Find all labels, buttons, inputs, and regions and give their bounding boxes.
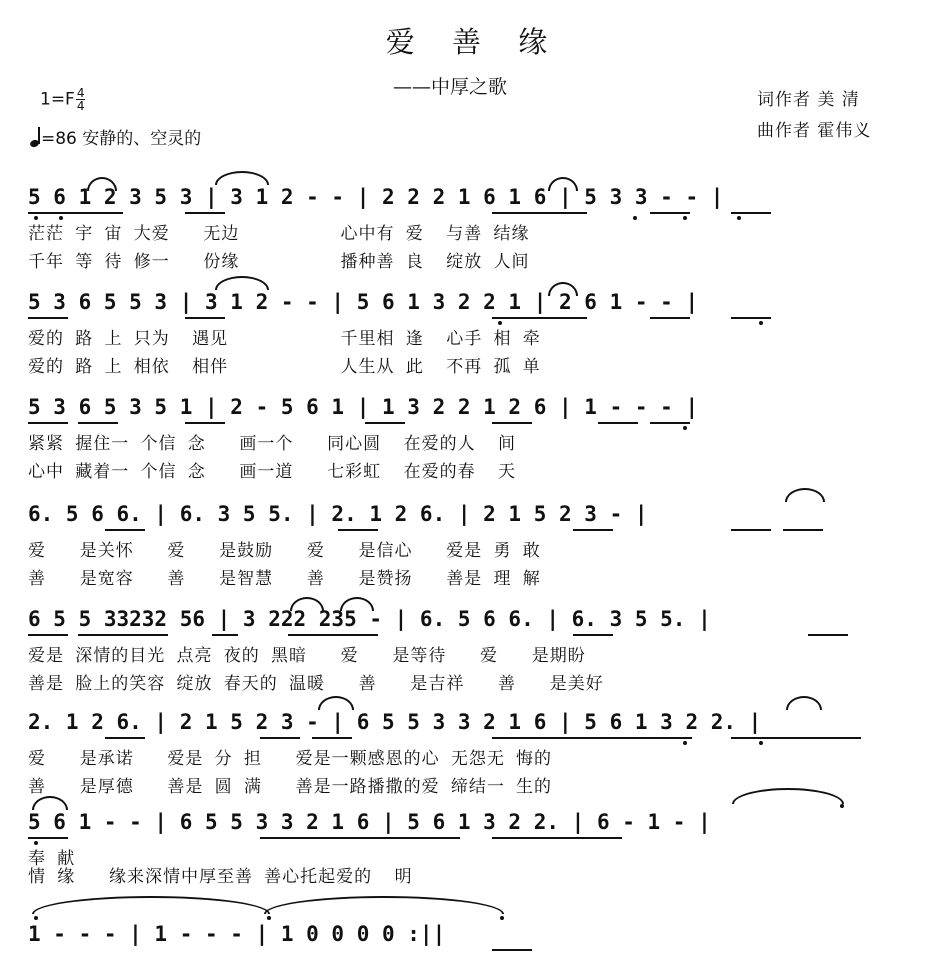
notation-line-8: 1 - - - | 1 - - - | 1 0 0 0 0 :|| <box>28 922 446 946</box>
lyric-verse1-line-1: 茫茫 宇 宙 大爱 无边 心中有 爱 与善 结缘 <box>28 224 530 244</box>
lyricist-credit: 词作者 美 清 <box>757 90 860 110</box>
lyric-verse1-line-7: 奉 献 <box>28 849 76 869</box>
time-denominator: 4 <box>76 99 85 113</box>
key-signature <box>40 87 85 112</box>
tempo-marking <box>29 124 201 149</box>
key-label: 1=F <box>40 89 75 110</box>
notation-line-4: 6. 5 6 6. | 6. 3 5 5. | 2. 1 2 6. | 2 1 5 2 3 - | <box>28 502 648 526</box>
lyric-verse1-line-5: 爱是 深情的目光 点亮 夜的 黑暗 爱 是等待 爱 是期盼 <box>28 646 586 666</box>
lyric-verse2-line-6: 善 是厚德 善是 圆 满 善是一路播撒的爱 缔结一 生的 <box>28 777 553 797</box>
lyric-verse2-line-2: 爱的 路 上 相依 相伴 人生从 此 不再 孤 单 <box>28 357 541 377</box>
lyric-verse2-line-5: 善是 脸上的笑容 绽放 春天的 温暖 善 是吉祥 善 是美好 <box>28 674 604 694</box>
notation-line-6: 2. 1 2 6. | 2 1 5 2 3 - | 6 5 5 3 3 2 1 6 | 5 6 1 3 2 2. | <box>28 710 762 734</box>
time-numerator: 4 <box>76 86 85 100</box>
lyric-verse1-line-4: 爱 是关怀 爱 是鼓励 爱 是信心 爱是 勇 敢 <box>28 541 541 561</box>
notation-line-5: 6 5 5 33232 56 | 3 222 235 - | 6. 5 6 6. | 6. 3 5 5. | <box>28 607 711 631</box>
composer-credit: 曲作者 霍伟义 <box>757 121 872 141</box>
notation-line-7: 5 6 1 - - | 6 5 5 3 3 2 1 6 | 5 6 1 3 2 2. | 6 - 1 - | <box>28 810 711 834</box>
lyric-verse1-line-6: 爱 是承诺 爱是 分 担 爱是一颗感恩的心 无怨无 悔的 <box>28 749 553 769</box>
notation-line-2: 5 3 6 5 5 3 | 3 1 2 - - | 5 6 1 3 2 2 1 | 2 6 1 - - | <box>28 290 699 314</box>
notation-line-3: 5 3 6 5 3 5 1 | 2 - 5 6 1 | 1 3 2 2 1 2 6 | 1 - - - | <box>28 395 699 419</box>
lyric-verse2-line-4: 善 是宽容 善 是智慧 善 是赞扬 善是 理 解 <box>28 569 541 589</box>
lyric-verse2-line-3: 心中 藏着一 个信 念 画一道 七彩虹 在爱的春 天 <box>28 462 517 482</box>
notation-line-1: 5 6 1 2 3 5 3 | 3 1 2 - - | 2 2 2 1 6 1 6 | 5 3 3 - - | <box>28 185 724 209</box>
lyric-verse2-line-7: 情 缘 缘来深情中厚至善 善心托起爱的 明 <box>28 867 413 887</box>
lyric-verse1-line-3: 紧紧 握住一 个信 念 画一个 同心圆 在爱的人 间 <box>28 434 517 454</box>
song-subtitle: ——中厚之歌 <box>393 76 508 98</box>
quarter-note-icon <box>29 127 41 147</box>
song-title: 爱 善 缘 <box>385 25 562 59</box>
tempo-text: =86 安静的、空灵的 <box>41 129 202 149</box>
lyric-verse2-line-1: 千年 等 待 修一 份缘 播种善 良 绽放 人间 <box>28 252 530 272</box>
time-signature <box>76 87 86 112</box>
lyric-verse1-line-2: 爱的 路 上 只为 遇见 千里相 逢 心手 相 牵 <box>28 329 541 349</box>
